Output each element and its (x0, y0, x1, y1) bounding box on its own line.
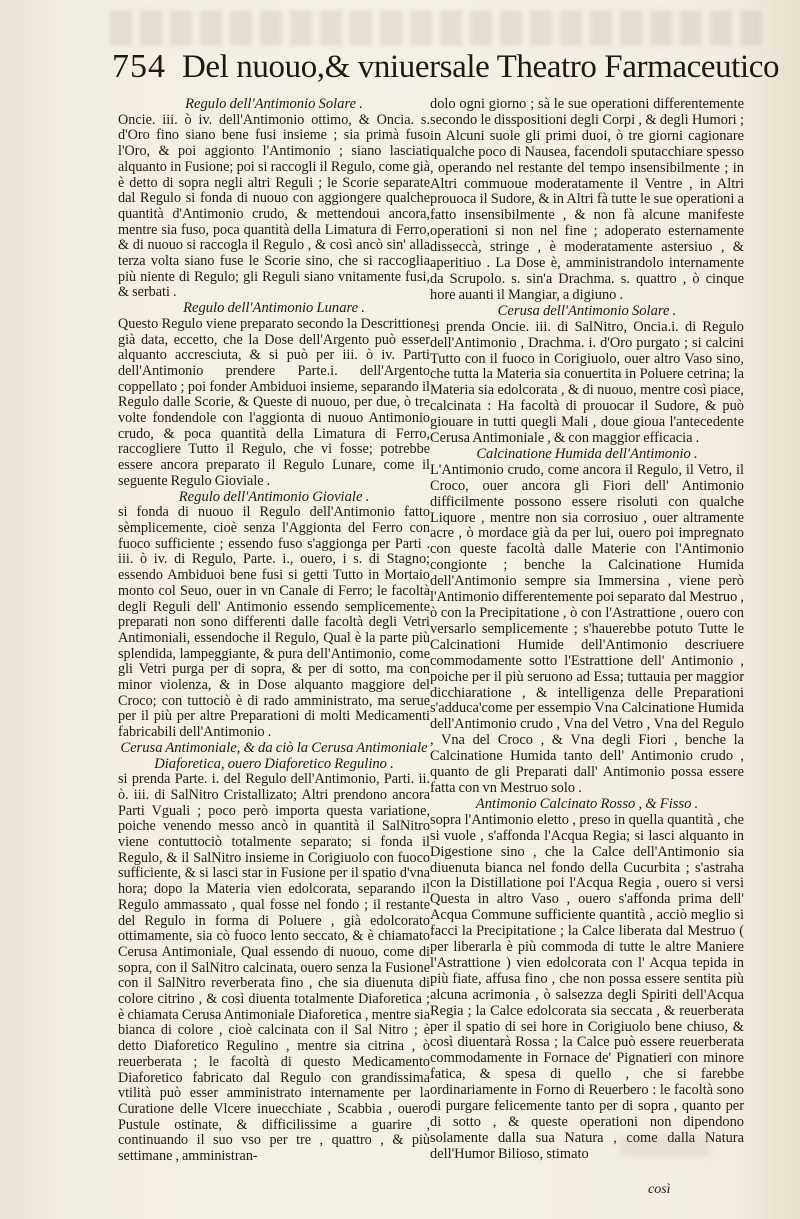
body-paragraph: si prenda Parte. i. del Regulo dell'Antimonio, Parti. ii. ò. iii. di SalNitro Cristallizato; Altri prendono ancora Parti Vguali ; poco però importa questa variatione, poiche venendo messo ancò in quantità il SalNitro viene contuttociò totalmente separato; si fonda il Regulo, & il SalNitro insieme in Corigiuolo con fuoco sufficiente, & si lasci star in Fusione per il spatio d'vna hora; dopo la Materia vien edolcorata, separando il Regulo ammassato , qual fosse nel fondo ; il restante del Regulo in forma di Poluere , già edolcorato ottimamente, sia cò fuoco lento seccato, & è chiamato Cerusa Antimoniale, Qual essendo di nuouo, come di sopra, con il SalNitro calcinata, ouero senza la Fusione con il SalNitro reverberata fino , che sia diuenuta di colore citrino , & così diuenta totalmente Diaforetica ; è chiamata Cerusa Antimoniale Diaforetica , mentre sia bianca di colore , cioè calcinata con il Sal Nitro ; è detto Diaforetico Regulino , mentre sia citrina , ò reuerberata ; le facoltà di questo Medicamento Diaforetico fabricato dal Regulo con grandissima vtilità può esser amministrato internamente per la Curatione delle Vlcere inuecchiate , Scabbia , ouero Pustule ostinate, & difficilissime a guarire , continuando il suo vso per tre , quattro , & più settimane , amministran- (118, 771, 430, 1165)
section-heading: Regulo dell'Antimonio Lunare . (183, 300, 365, 317)
section-heading: Cerusa Antimoniale, & da ciò la Cerusa Antimoniale Diaforetica, ouero Diaforetico Regulino . (120, 739, 428, 772)
bleed-through-header (110, 10, 770, 46)
left-column (118, 97, 430, 1165)
section-heading: Antimonio Calcinato Rosso , & Fisso . (475, 795, 699, 812)
catchword: così (648, 1182, 671, 1197)
page-number: 754 (112, 48, 166, 85)
ink-smudge (620, 1136, 710, 1156)
body-paragraph: si prenda Oncie. iii. di SalNitro, Oncia.i. di Regulo dell'Antimonio , Drachma. i. d'Oro purgato ; si calcini Tutto con il fuoco in Corigiuolo, ouer altro Vaso sino, che tutta la Materia sia conuertita in Poluere cetrina; la Materia sia edolcorata , & di nuouo, mentre così piace, calcinata : Ha facoltà di prouocar il Sudore, & può giouare in tutti quegli Mali , doue gioua l'antecedente Cerusa Antimoniale , & con maggior efficacia . (430, 318, 744, 447)
section-heading: Regulo dell'Antimonio Solare . (185, 96, 363, 112)
running-head (112, 48, 780, 92)
section-heading: Calcinatione Humida dell'Antimonio . (476, 445, 698, 462)
body-paragraph: Questo Regulo viene preparato secondo la Descrittione già data, eccetto, che la Dose dell'Argento può esser alquanto accresciuta, & si può per iii. ò iv. Parti dell'Antimonio prendere Parte.i. dell'Argento coppellato ; poi fonder Ambiduoi insieme, separando il Regulo dalle Scorie, & Queste di nuouo, per due, ò tre volte fondendole con l'aggionta di nuouo Antimonio crudo, & poca quantità della Limatura di Ferro, raccogliere Tutto il Regulo, che vi fosse; potrebbe essere ancora preparato il Regulo Lunare, come il seguente Regulo Gioviale . (118, 315, 430, 489)
body-paragraph: dolo ogni giorno ; sà le sue operationi differentemente secondo le disspositioni degli Corpi , & degli Humori ; in Alcuni suole gli primi duoi, ò tre giorni cagionare qualche poco di Nausea, facendoli sputacchiare spesso , operando nel restante del tempo insensibilmente ; in Altri commuoue moderatamente il Ventre , in Altri prouoca il Sudore, & in Altri fà tutte le sue operationi a fatto insensibilmente , & non fà alcune manifeste operationi si non nel fine ; adoperato esternamente disseccà, stringe , è moderatamente astersiuo , & aperitiuo . La Dose è, amministrandolo internamente da Scrupolo. s. sin'a Drachma. s. quattro , ò cinque hore auanti il Mangiar, a digiuno . (430, 96, 744, 303)
right-column (430, 97, 744, 1163)
section-heading: Cerusa dell'Antimonio Solare . (497, 302, 677, 319)
running-title: Del nuouo,& vniuersale Theatro Farmaceutico (182, 49, 780, 85)
body-paragraph: si fonda di nuouo il Regulo dell'Antimonio fatto sèmplicemente, cioè senza l'Aggionta del Ferro con fuoco sufficiente ; essendo fuso s'aggionga per Parti . iii. ò iv. di Regulo, Parte. i., ouero, i s. di Stagno; essendo Ambiduoi bene fusi si getti Tutto in Mortaio monto col Seuo, ouer in vn Canale di Ferro; le facoltà degli Reguli dell' Antimonio essendo semplicemente preparati non sono differenti dalle facoltà degli Vetri Antimoniali, essendoche il Regulo, Qual è la parte più splendida, lampeggiante, & pura dell'Antimonio, come gli Vetri purga per di sopra, & per di sotto, ma con minor violenza, & in Dose alquanto maggiore del Croco; con tuttociò è di rado amministrato, ma serue per il più per altre Preparationi di molti Medicamenti fabricabili dell'Antimonio . (118, 504, 430, 741)
section-heading: Regulo dell'Antimonio Gioviale . (178, 488, 370, 505)
body-paragraph: sopra l'Antimonio eletto , preso in quella quantità , che si vuole , s'affonda l'Acqua Regia; si lasci alquanto in Digestione sino , che la Calce dell'Antimonio sia diuenuta bianca nel fondo della Cucurbita ; s'astraha con la Distillatione poi l'Acqua Regia , ouero si versi Questa in altro Vaso , ouero s'affonda prima dell' Acqua Commune sufficiente quantità , acciò meglio si facci la Precipitatione ; la Calce liberata dal Mestruo ( per liberarla è più commoda di tutte le altre Maniere l'Astrattione ) vien edolcorata con l' Acqua tepida in più fiate, affusa fino , che non possa essere sentita più alcuna acrimonia , ò salsezza degli Spiriti dell'Acqua Regia ; la Calce edolcorata sia seccata , & reuerberata per il spatio di sei hore in Corigiuolo bene chiuso, & così diuentarà Rossa ; la Calce può essere reuerberata commodamente in Fornace de' Pignatieri con minore fatica, & spesa di quello , che si farebbe ordinariamente in Forno di Reuerbero : le facoltà sono di purgare felicemente tanto per di sopra , quanto per di sotto , & queste operationi non dipendono solamente dalla sua Natura , come dalla Natura dell'Humor Bilioso, stimato (430, 811, 744, 1162)
body-paragraph: L'Antimonio crudo, come ancora il Regulo, il Vetro, il Croco, ouer ancora gli Fiori dell' Antimonio difficilmente possono essere risoluti con qualche Liquore , mentre non sia corrosiuo , ouer altramente acre , ò mordace già da per lui, ouero poi impregnato con queste facoltà dalle Materie con l'Antimonio congionte ; benche la Calcinatione Humida dell'Antimonio sempre sia Immersina , viene però l'Antimonio differentemente poi separato dal Mestruo , ò con la Precipitatione , ò con l'Astrattione , ouero con versarlo semplicemente ; s'hauerebbe potuto Tutte le Calcinationi Humide dell'Antimonio descriuere commodamente sotto l'Estrattione dell' Antimonio , poiche per il più seruono ad Essa; tuttauia per maggior dicchiaratione , & intelligenza delle Preparationi s'adduca'come per essempio Vna Calcinatione Humida dell'Antimonio crudo , Vna del Vetro , Vna del Regulo , Vna del Croco , & Vna degli Fiori , benche la Calcinatione Humida tanto dell' Antimonio crudo , quanto de gli Preparati dall' Antimonio possa essere fatta con vn Mestruo solo . (430, 461, 744, 796)
body-paragraph: Oncie. iii. ò iv. dell'Antimonio ottimo, & Oncia. s. d'Oro fino siano bene fusi insieme ; sia primà fuso l'Oro, & poi aggionto l'Antimonio ; siano lasciati alquanto in Fusione; poi si raccogli il Regulo, come già è detto di sopra negli altri Reguli ; le Scorie separate dal Regulo si fonda di nuouo con aggiongere qualche quantità d'Antimonio crudo, & mettendoui ancora, mentre sia fuso, poca quantità della Limatura di Ferro, & di nuouo si raccogla il Regulo , & così ancò sin' alla terza volta siano fuse le Scorie sino, che si raccoglia più niente di Regulo; gli Reguli siano vnitamente fusi, & serbati . (118, 111, 430, 301)
